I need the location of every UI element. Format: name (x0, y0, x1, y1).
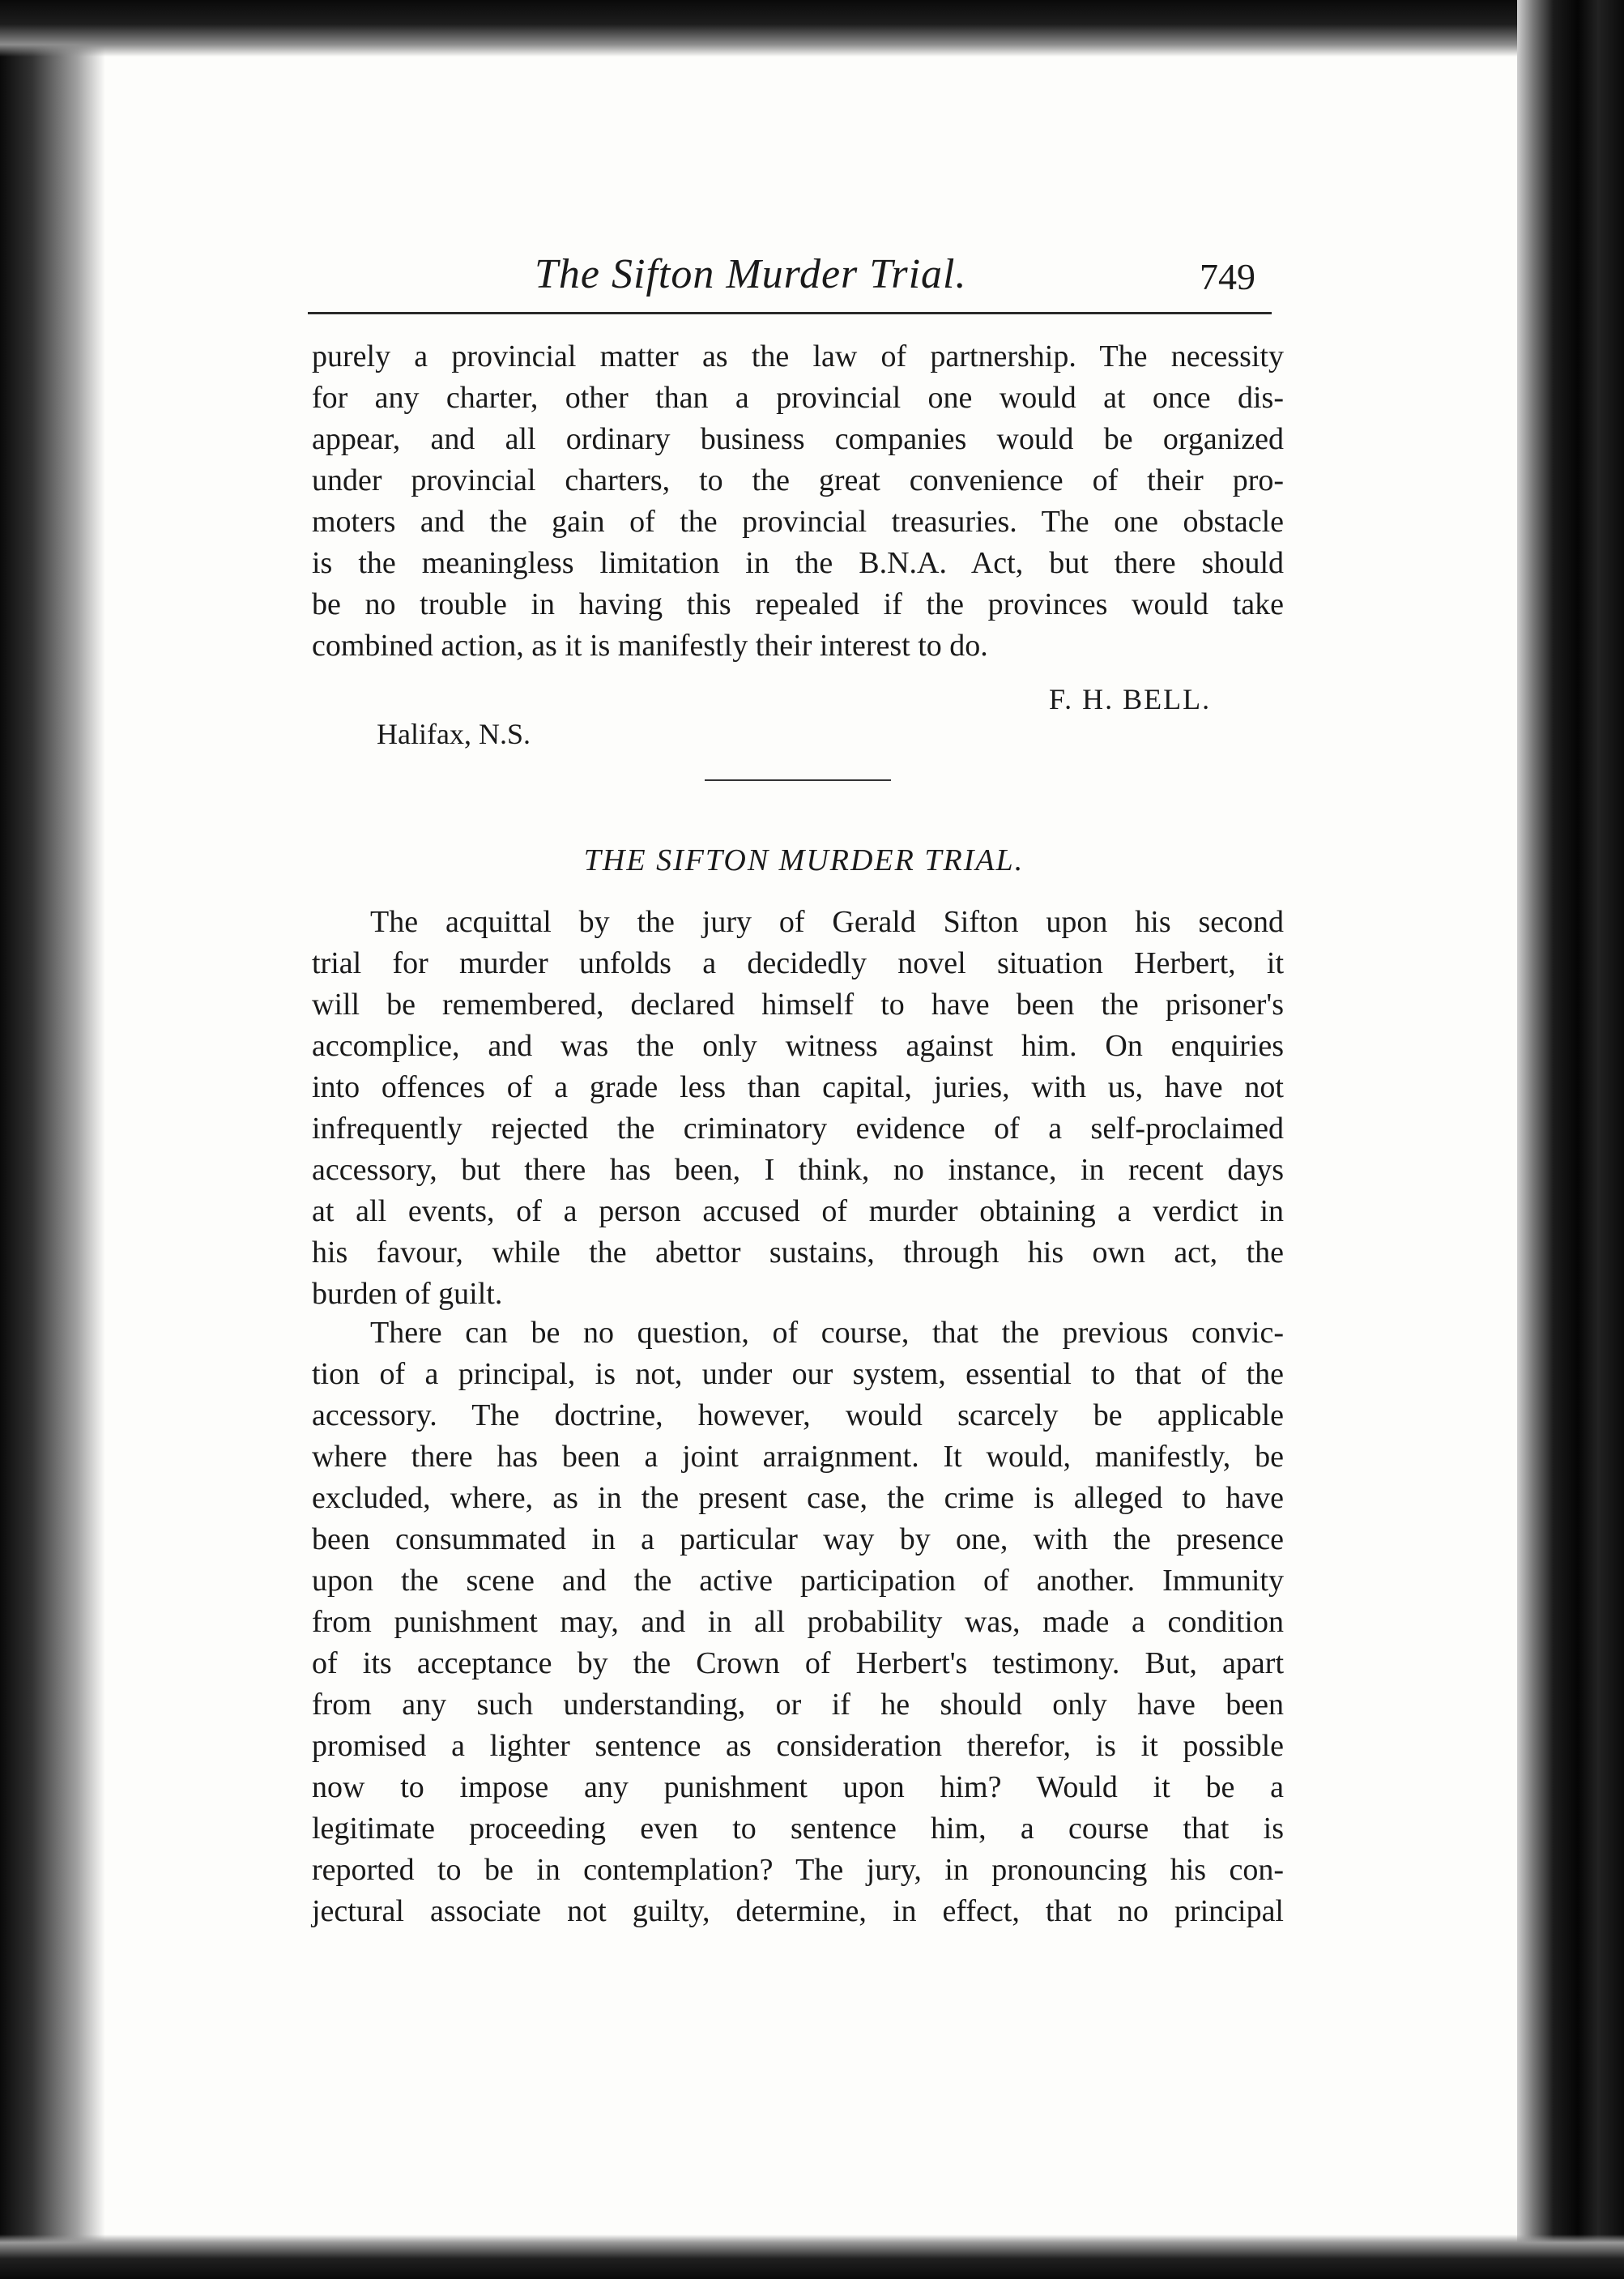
text-line: been consummated in a particular way by one, with the presence (312, 1522, 1284, 1556)
text-line: be no trouble in having this repealed if the provinces would take (312, 587, 1284, 621)
text-line: will be remembered, declared himself to have been the prisoner's (312, 988, 1284, 1022)
section-divider (705, 779, 891, 781)
text-line: combined action, as it is manifestly their interest to do. (312, 629, 988, 663)
text-line: promised a lighter sentence as consideration therefor, is it possible (312, 1729, 1284, 1763)
text-line: accessory, but there has been, I think, no instance, in recent days (312, 1153, 1284, 1187)
letter-closing-paragraph (312, 336, 1284, 667)
text-line: burden of guilt. (312, 1277, 503, 1311)
text-line: of its acceptance by the Crown of Herbert's testimony. But, apart (312, 1646, 1284, 1680)
article-title-text: THE SIFTON MURDER TRIAL. (583, 843, 1025, 877)
text-line: legitimate proceeding even to sentence him, a course that is (312, 1812, 1284, 1846)
text-line: accessory. The doctrine, however, would scarcely be applicable (312, 1398, 1284, 1432)
running-title: The Sifton Murder Trial. (535, 251, 967, 297)
text-line: purely a provincial matter as the law of partnership. The necessity (312, 339, 1284, 373)
text-line: excluded, where, as in the present case, the crime is alleged to have (312, 1481, 1284, 1515)
text-line: jectural associate not guilty, determine, in effect, that no principal (312, 1894, 1284, 1928)
scan-border-bottom (0, 2234, 1624, 2279)
text-line: from any such understanding, or if he should only have been (312, 1688, 1284, 1722)
text-line: into offences of a grade less than capital, juries, with us, have not (312, 1070, 1284, 1104)
text-line: trial for murder unfolds a decidedly novel situation Herbert, it (312, 946, 1284, 980)
text-line: from punishment may, and in all probability was, made a condition (312, 1605, 1284, 1639)
text-line: There can be no question, of course, that the previous convic- (370, 1316, 1284, 1350)
article-paragraph (312, 1312, 1284, 1932)
author-signature: F. H. BELL. (1049, 683, 1212, 715)
scan-border-right (1517, 0, 1624, 2279)
text-line: tion of a principal, is not, under our system, essential to that of the (312, 1357, 1284, 1391)
page-number: 749 (1200, 256, 1255, 297)
text-line: his favour, while the abettor sustains, through his own act, the (312, 1236, 1284, 1270)
scan-border-left (0, 0, 105, 2279)
text-line: for any charter, other than a provincial one would at once dis- (312, 381, 1284, 415)
article-paragraph (312, 902, 1284, 1315)
text-line: at all events, of a person accused of murder obtaining a verdict in (312, 1194, 1284, 1228)
text-line: is the meaningless limitation in the B.N.A. Act, but there should (312, 546, 1284, 580)
text-line: infrequently rejected the criminatory evidence of a self-proclaimed (312, 1112, 1284, 1146)
text-line: accomplice, and was the only witness against him. On enquiries (312, 1029, 1284, 1063)
text-line: appear, and all ordinary business companies would be organized (312, 422, 1284, 456)
text-line: reported to be in contemplation? The jury, in pronouncing his con- (312, 1853, 1284, 1887)
text-line: The acquittal by the jury of Gerald Sifton upon his second (370, 905, 1284, 939)
author-location: Halifax, N.S. (377, 718, 531, 750)
article-title (0, 843, 1624, 878)
text-line: now to impose any punishment upon him? Would it be a (312, 1770, 1284, 1804)
scan-border-top (0, 0, 1624, 57)
running-head (308, 239, 1272, 314)
text-line: under provincial charters, to the great convenience of their pro- (312, 463, 1284, 497)
text-line: moters and the gain of the provincial treasuries. The one obstacle (312, 505, 1284, 539)
text-line: upon the scene and the active participation of another. Immunity (312, 1564, 1284, 1598)
text-line: where there has been a joint arraignment. It would, manifestly, be (312, 1440, 1284, 1474)
